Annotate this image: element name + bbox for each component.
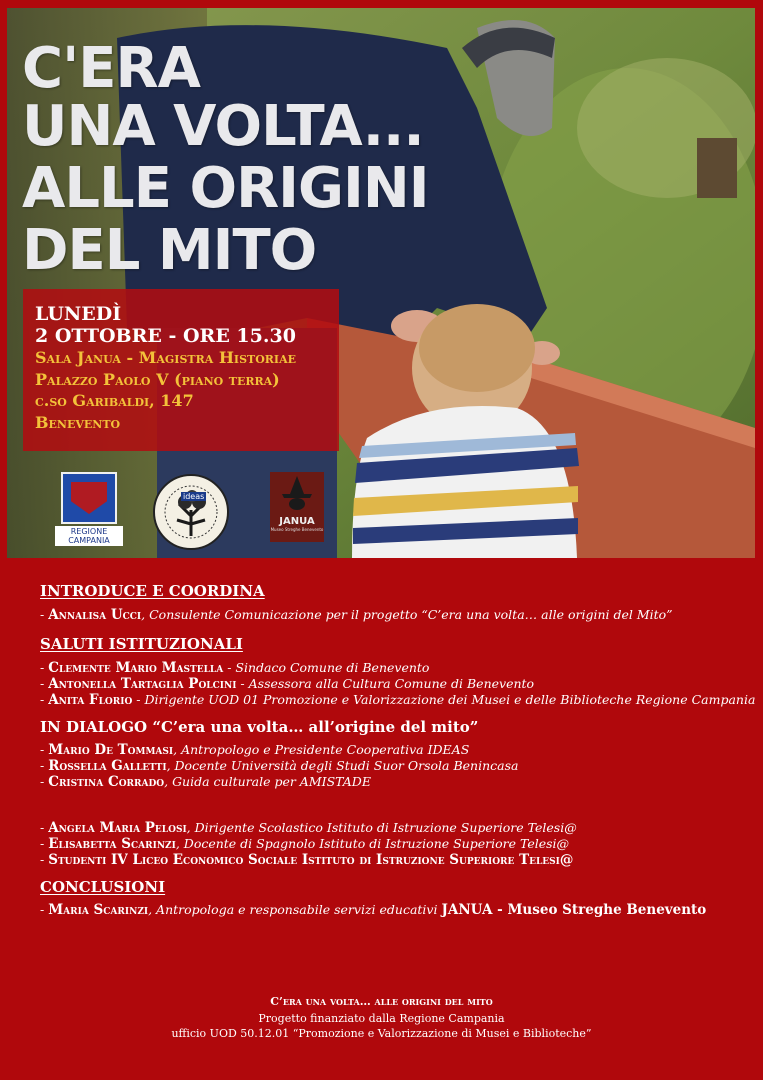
saluti-heading: SALUTI ISTITUZIONALI: [40, 635, 243, 653]
footer-title: C’era una volta… alle origini del mito: [270, 995, 493, 1008]
speaker-row: - Clemente Mario Mastella - Sindaco Comune di Benevento: [40, 660, 430, 676]
speaker-name: Rossella Galletti: [48, 758, 167, 774]
speaker-role: , Consulente Comunicazione per il progetto “C’era una volta… alle origini del Mito”: [141, 607, 673, 622]
janua-logo-label: JANUA: [279, 516, 315, 527]
venue-line-2: Palazzo Paolo V (piano terra): [35, 369, 280, 389]
speaker-name: Clemente Mario Mastella: [48, 660, 224, 676]
speaker-name: Studenti IV Liceo Economico Sociale Istituto di Istruzione Superiore Telesi@: [48, 852, 574, 868]
speaker-name: Elisabetta Scarinzi: [48, 836, 176, 852]
intro-heading: INTRODUCE E COORDINA: [40, 582, 265, 600]
venue-line-4: Benevento: [35, 412, 121, 432]
speaker-row: - Maria Scarinzi, Antropologa e responsabile servizi educativi JANUA - Museo Streghe Benevento: [40, 902, 707, 918]
event-day: LUNEDÌ: [35, 303, 122, 325]
program: [40, 582, 755, 918]
speaker-row: - Anita Florio - Dirigente UOD 01 Promozione e Valorizzazione dei Musei e delle Biblioteche Regione Campania: [40, 692, 756, 708]
speaker-row: - Rossella Galletti, Docente Università degli Studi Suor Orsola Benincasa: [40, 758, 519, 774]
title-line-1: C'ERA: [22, 36, 200, 101]
footer-line-1: Progetto finanziato dalla Regione Campania: [258, 1012, 505, 1025]
ideas-logo-label: ideas: [183, 492, 205, 501]
ideas-logo: [153, 474, 229, 550]
event-info-box: [23, 289, 339, 451]
janua-witch-icon: [270, 472, 324, 512]
ideas-tree-icon: [155, 476, 227, 548]
janua-logo: [270, 472, 324, 542]
speaker-role: , Guida culturale per AMISTADE: [164, 774, 371, 789]
speaker-role: , Antropologo e Presidente Cooperativa IDEAS: [173, 742, 470, 757]
conclusioni-heading: CONCLUSIONI: [40, 878, 166, 896]
regione-campania-logo: [55, 472, 123, 545]
title-line-4: DEL MITO: [22, 218, 317, 283]
title-line-2: UNA VOLTA...: [22, 94, 424, 159]
title-line-3: ALLE ORIGINI: [22, 156, 429, 221]
speaker-role: - Assessora alla Cultura Comune di Benevento: [236, 676, 535, 691]
speaker-name: Angela Maria Pelosi: [48, 820, 187, 836]
event-date-time: 2 OTTOBRE - ORE 15.30: [35, 325, 296, 347]
speaker-name: Annalisa Ucci: [48, 607, 142, 623]
venue-line-1: Sala Janua - Magistra Historiae: [35, 348, 296, 367]
speaker-name: Maria Scarinzi: [48, 902, 149, 918]
footer-line-2: ufficio UOD 50.12.01 “Promozione e Valorizzazione di Musei e Biblioteche”: [171, 1027, 592, 1040]
janua-logo-sub: Museo Streghe Benevento: [270, 527, 324, 532]
regione-logo-label: REGIONE CAMPANIA: [55, 526, 123, 546]
speaker-row: - Elisabetta Scarinzi, Docente di Spagnolo Istituto di Istruzione Superiore Telesi@: [40, 836, 570, 852]
speaker-role: - Dirigente UOD 01 Promozione e Valorizzazione dei Musei e delle Biblioteche Regione Campania: [132, 692, 756, 707]
speaker-organization: JANUA - Museo Streghe Benevento: [441, 902, 707, 918]
venue-line-3: c.so Garibaldi, 147: [35, 391, 194, 410]
speaker-name: Anita Florio: [48, 692, 133, 708]
dialogo-heading: IN DIALOGO “C’era una volta… all’origine del mito”: [40, 718, 479, 736]
speaker-row: - Angela Maria Pelosi, Dirigente Scolastico Istituto di Istruzione Superiore Telesi@: [40, 820, 577, 836]
speaker-name: Antonella Tartaglia Polcini: [48, 676, 237, 692]
speaker-name: Cristina Corrado: [48, 774, 165, 790]
regione-shield-icon: [61, 472, 117, 524]
speaker-row: - Mario De Tommasi, Antropologo e Presidente Cooperativa IDEAS: [40, 742, 470, 758]
speaker-role: , Antropologa e responsabile servizi educativi: [148, 902, 442, 917]
speaker-row: - Cristina Corrado, Guida culturale per AMISTADE: [40, 774, 371, 790]
speaker-row: - Annalisa Ucci, Consulente Comunicazione per il progetto “C’era una volta… alle origini del Mito”: [40, 607, 673, 623]
speaker-row: - Studenti IV Liceo Economico Sociale Istituto di Istruzione Superiore Telesi@: [40, 852, 574, 868]
speaker-row: - Antonella Tartaglia Polcini - Assessora alla Cultura Comune di Benevento: [40, 676, 535, 692]
speaker-role: - Sindaco Comune di Benevento: [223, 660, 430, 675]
speaker-role: , Docente Università degli Studi Suor Orsola Benincasa: [166, 758, 519, 773]
speaker-role: , Docente di Spagnolo Istituto di Istruzione Superiore Telesi@: [175, 836, 570, 851]
speaker-role: , Dirigente Scolastico Istituto di Istruzione Superiore Telesi@: [186, 820, 577, 835]
speaker-name: Mario De Tommasi: [48, 742, 174, 758]
